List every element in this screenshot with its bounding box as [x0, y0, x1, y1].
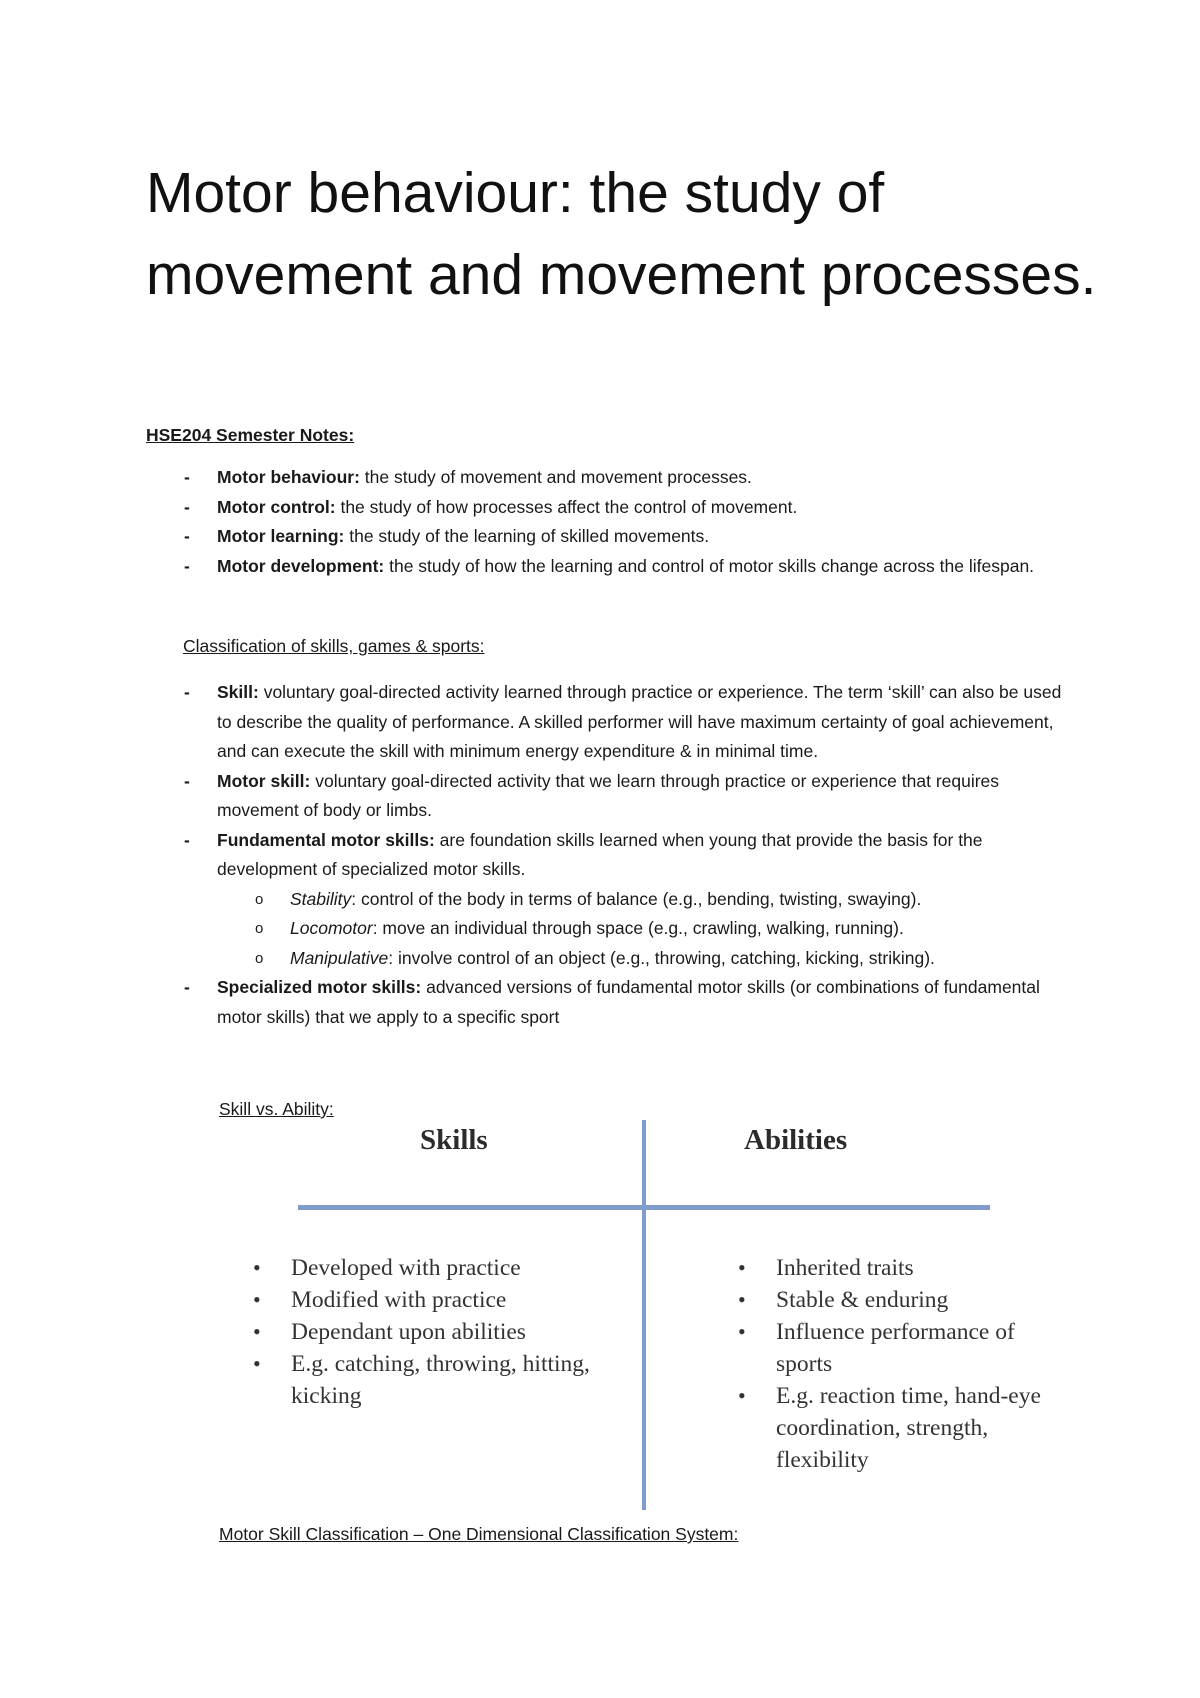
semester-notes-heading: HSE204 Semester Notes:	[146, 425, 355, 445]
page-title: Motor behaviour: the study of movement and movement processes.	[146, 161, 1097, 307]
definition: voluntary goal-directed activity learned through practice or experience. The term ‘skill’ can also be used to describe the quality of performance. A skilled performer will have maximum certainty of goal achievement, and can execute the skill with minimum energy expenditure & in minimal time.	[217, 682, 1062, 761]
definition: are foundation skills learned when young that provide the basis for the development of specialized motor skills.	[217, 829, 983, 879]
definition: the study of how the learning and control of motor skills change across the lifespan.	[384, 555, 1035, 576]
definition: advanced versions of fundamental motor skills (or combinations of fundamental motor skills) that we apply to a specific sport	[217, 977, 1040, 1027]
term: Locomotor	[290, 918, 373, 938]
skill-vs-ability-heading: Skill vs. Ability:	[219, 1099, 334, 1119]
skills-column-title: Skills	[420, 1124, 488, 1156]
abilities-list	[730, 1252, 1070, 1476]
header-divider	[298, 1205, 990, 1210]
one-dimensional-classification-heading: Motor Skill Classification – One Dimensional Classification System:	[219, 1524, 739, 1544]
classification-heading: Classification of skills, games & sports:	[183, 636, 485, 656]
list-item: • Modified with practice	[245, 1284, 625, 1316]
definition: voluntary goal-directed activity that we learn through practice or experience that requires movement of body or limbs.	[217, 770, 1000, 820]
list-item: • Inherited traits	[730, 1252, 1070, 1284]
definition: the study of how processes affect the control of movement.	[335, 496, 798, 517]
list-item	[146, 826, 1076, 974]
term: Stability	[290, 888, 352, 909]
list-item: • Developed with practice	[245, 1252, 625, 1284]
list-item	[146, 552, 1076, 582]
list-item	[146, 463, 1076, 493]
definition: : control of the body in terms of balance (e.g., bending, twisting, swaying).	[351, 888, 922, 909]
sub-list-item	[217, 885, 1076, 915]
term: Motor development:	[217, 555, 385, 576]
term: Fundamental motor skills:	[217, 829, 435, 850]
sub-list-item	[217, 914, 1076, 944]
term: Motor behaviour:	[217, 467, 360, 487]
skills-abilities-table	[290, 1120, 1060, 1510]
definitions-list	[146, 463, 1076, 581]
column-divider	[642, 1120, 646, 1510]
term: Motor skill:	[217, 770, 311, 791]
term: Motor learning:	[217, 526, 345, 546]
term: Specialized motor skills:	[217, 977, 422, 997]
term: Manipulative	[290, 947, 389, 968]
definition: the study of movement and movement processes.	[359, 467, 752, 487]
skills-list	[245, 1252, 625, 1412]
abilities-column-title: Abilities	[744, 1124, 848, 1156]
definition: : move an individual through space (e.g., crawling, walking, running).	[372, 918, 904, 938]
term: Skill:	[217, 682, 259, 702]
sub-list-item	[217, 944, 1076, 974]
list-item	[146, 493, 1076, 523]
term: Motor control:	[217, 496, 336, 517]
definition: the study of the learning of skilled movements.	[344, 526, 710, 546]
fundamental-sublist	[217, 885, 1076, 974]
list-item: • Dependant upon abilities	[245, 1316, 625, 1348]
list-item	[146, 767, 1076, 826]
list-item: • Influence performance of sports	[730, 1316, 1070, 1380]
list-item	[146, 678, 1076, 767]
list-item: • E.g. reaction time, hand-eye coordination, strength, flexibility	[730, 1380, 1066, 1476]
definition: : involve control of an object (e.g., throwing, catching, kicking, striking).	[388, 947, 935, 968]
list-item	[146, 522, 1076, 552]
classification-list	[146, 678, 1076, 1032]
list-item: • Stable & enduring	[730, 1284, 1070, 1316]
list-item: • E.g. catching, throwing, hitting, kicking	[245, 1348, 591, 1412]
list-item	[146, 973, 1076, 1032]
